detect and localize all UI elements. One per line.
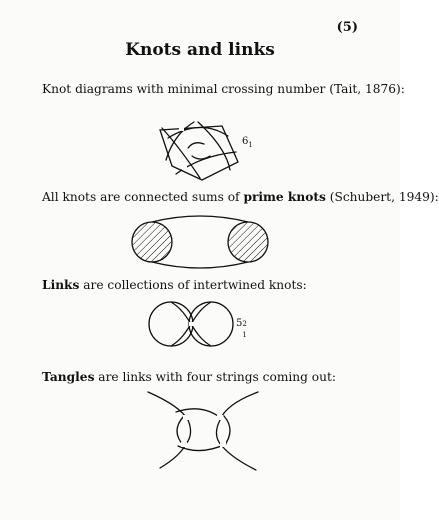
links-caption xyxy=(42,278,307,292)
tangles-text-after: are links with four strings coming out: xyxy=(94,370,336,384)
prime-knots-bold: prime knots xyxy=(243,190,326,204)
knot-label-sub: 1 xyxy=(248,141,253,149)
link-label-sup: 2 xyxy=(242,320,247,328)
page-number: (5) xyxy=(336,20,358,35)
prime-knots-text-after: (Schubert, 1949): xyxy=(325,190,439,204)
knot-label-base: 6 xyxy=(242,136,249,147)
links-bold: Links xyxy=(42,278,80,292)
tangle-diagram xyxy=(140,386,270,476)
knot-label xyxy=(242,136,253,149)
tangles-caption xyxy=(42,370,336,384)
link-label-sub: 1 xyxy=(242,331,247,339)
tangles-bold: Tangles xyxy=(42,370,95,384)
knot-diagrams-caption: Knot diagrams with minimal crossing number (Tait, 1876): xyxy=(42,82,405,96)
prime-knots-text-before: All knots are connected sums of xyxy=(42,190,244,204)
connected-sum-diagram xyxy=(130,212,270,272)
links-text-after: are collections of intertwined knots: xyxy=(79,278,307,292)
link-label-base: 5 xyxy=(236,318,243,329)
prime-knots-caption xyxy=(42,190,439,204)
link-label xyxy=(236,318,250,339)
page-title: Knots and links xyxy=(125,40,275,60)
